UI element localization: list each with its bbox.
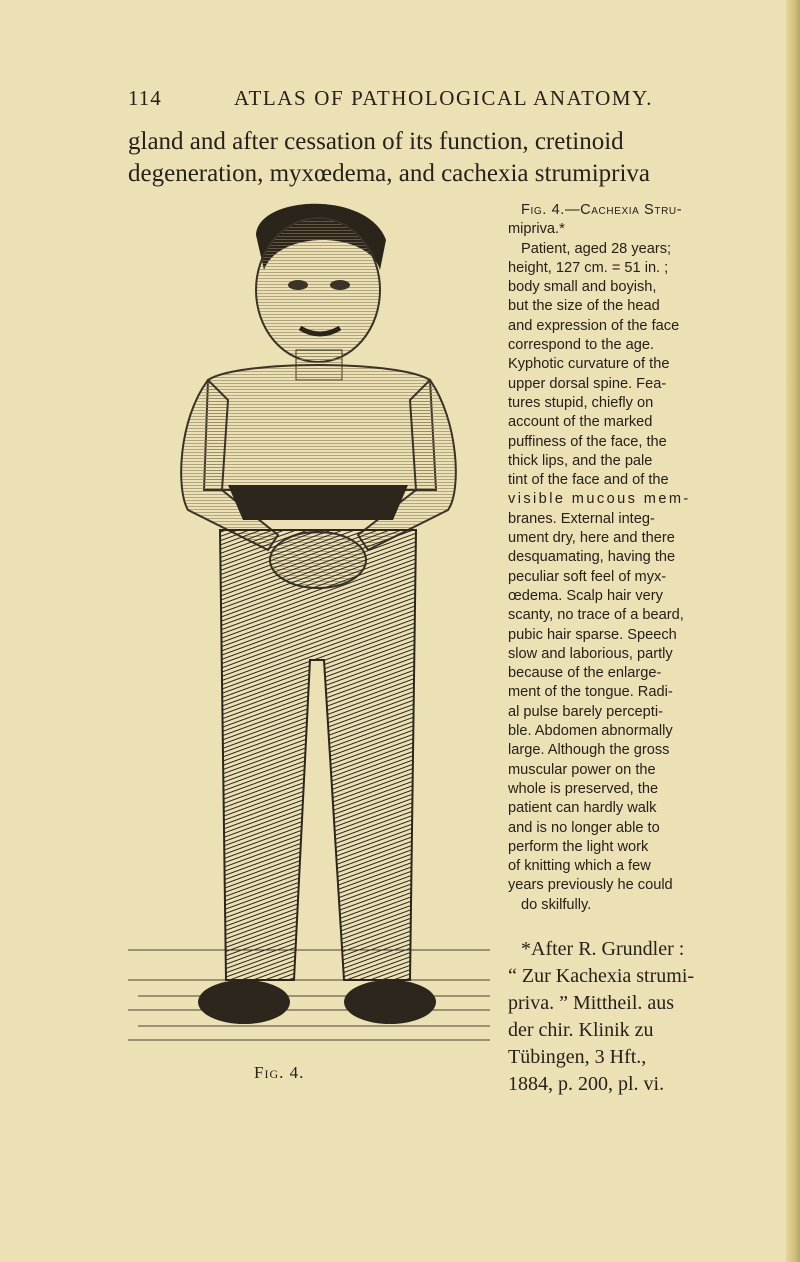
description-line: years previously he could: [508, 877, 673, 894]
torso: [204, 365, 436, 490]
description-line: peculiar soft feel of myx-: [508, 568, 667, 585]
description-line: tures stupid, chiefly on: [508, 394, 654, 411]
trousers: [220, 530, 416, 980]
description-line: correspond to the age.: [508, 337, 655, 354]
description-line: account of the marked: [508, 414, 653, 431]
description-line: Patient, aged 28 years;: [521, 240, 672, 257]
page-edge: [786, 0, 800, 1262]
intro-line-1: gland and after cessation of its function, cretinoid: [128, 128, 624, 155]
description-line: slow and laborious, partly: [508, 645, 673, 662]
description-line: thick lips, and the pale: [508, 452, 653, 469]
description-line: upper dorsal spine. Fea-: [508, 375, 667, 392]
description-line: œdema. Scalp hair very: [508, 587, 663, 604]
footnote-line: *After R. Grundler :: [521, 938, 685, 960]
description-line: ument dry, here and there: [508, 530, 675, 547]
footnote-line: priva. ” Mittheil. aus: [508, 992, 675, 1014]
description-line: tint of the face and of the: [508, 472, 669, 489]
footnote-line: “ Zur Kachexia strumi-: [508, 965, 695, 987]
description-line: branes. External integ-: [508, 510, 655, 527]
description-line: of knitting which a few: [508, 858, 651, 875]
right-shoe: [344, 980, 436, 1024]
left-shoe: [198, 980, 290, 1024]
description-line: muscular power on the: [508, 761, 656, 778]
description-line: body small and boyish,: [508, 279, 657, 296]
figure-caption: Fig. 4.: [254, 1063, 305, 1082]
footnote-line: 1884, p. 200, pl. vi.: [508, 1073, 665, 1095]
description-line: scanty, no trace of a beard,: [508, 607, 684, 624]
description-line: Kyphotic curvature of the: [508, 356, 670, 373]
description-line: whole is preserved, the: [508, 780, 659, 797]
description-line: perform the light work: [508, 838, 649, 855]
footnote-line: der chir. Klinik zu: [508, 1019, 654, 1041]
description-label: Fig. 4.—Cachexia Stru-: [521, 202, 683, 218]
footnote: [508, 936, 720, 1098]
figure-description: [508, 201, 713, 915]
running-title: ATLAS OF PATHOLOGICAL ANATOMY.: [234, 86, 654, 110]
page-number: 114: [128, 86, 162, 110]
description-line: and is no longer able to: [508, 819, 660, 836]
figure-illustration: [118, 190, 490, 1050]
description-line: ble. Abdomen abnormally: [508, 723, 673, 740]
intro-line-2: degeneration, myxœdema, and cachexia strumipriva: [128, 160, 651, 187]
head: [256, 218, 380, 362]
running-head: [128, 86, 698, 112]
description-line: puffiness of the face, the: [508, 433, 667, 450]
description-line: large. Although the gross: [508, 742, 670, 759]
description-line: do skilfully.: [521, 896, 592, 913]
description-line: visible mucous mem-: [508, 491, 691, 508]
description-line: ment of the tongue. Radi-: [508, 684, 673, 701]
description-line: pubic hair sparse. Speech: [508, 626, 677, 643]
description-line: and expression of the face: [508, 317, 680, 334]
description-line: patient can hardly walk: [508, 800, 657, 817]
description-line: mipriva.*: [508, 221, 565, 238]
description-line: but the size of the head: [508, 298, 660, 315]
floor-hatching: [128, 950, 490, 1040]
footnote-line: Tübingen, 3 Hft.,: [508, 1046, 647, 1068]
description-line: al pulse barely percepti-: [508, 703, 663, 720]
description-line: desquamating, having the: [508, 549, 676, 566]
description-line: height, 127 cm. = 51 in. ;: [508, 259, 669, 276]
description-line: because of the enlarge-: [508, 665, 662, 682]
